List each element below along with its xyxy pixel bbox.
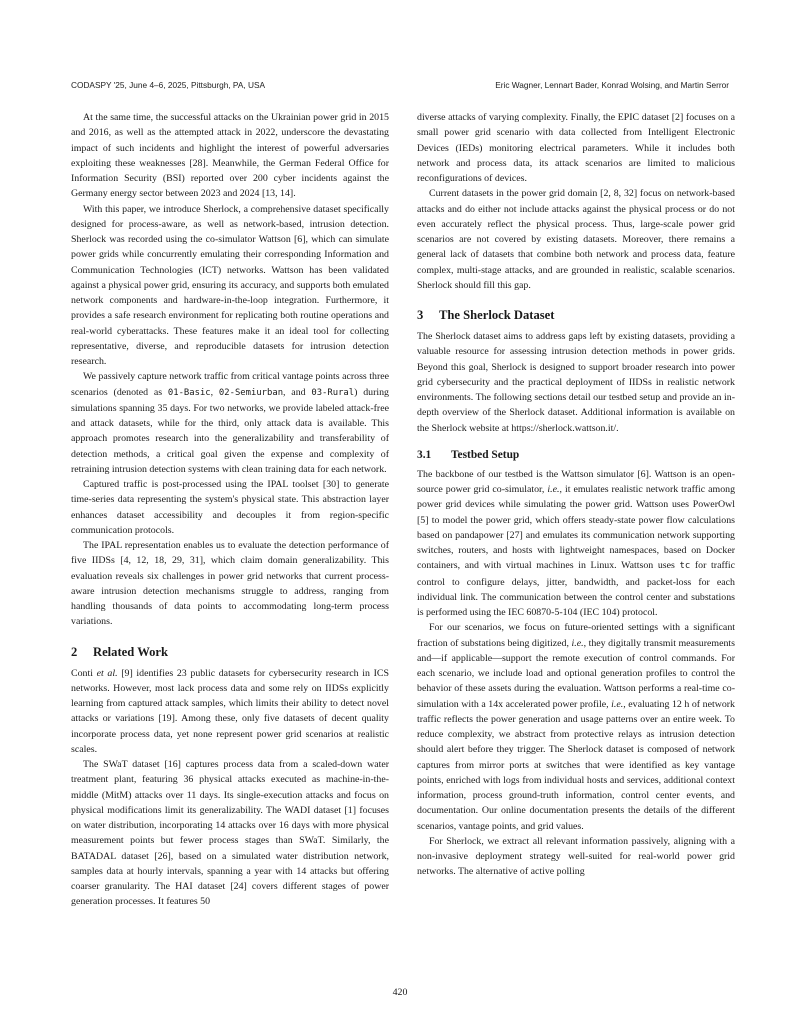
code-03-rural: 03-Rural (311, 387, 355, 398)
section-title: The Sherlock Dataset (439, 308, 555, 322)
related-work-paragraph-gap: Current datasets in the power grid domain [2, 8, 32] focus on network-based attacks and do either not include attacks against the physical process or do not even accurately reflect the physical process. Thus, large-scale power grid scenarios are not covered by existing datasets. Moreover, there remains a general lack of datasets that combine both network and process data, feature complex, multi-stage attacks, and are grounded in realistic, scalable scenarios. Sherlock should fill this gap. (417, 188, 735, 291)
page-number: 420 (392, 987, 408, 998)
intro-paragraph-ipal: Captured traffic is post-processed using the IPAL toolset [30] to generate time-series data representing the system's physical state. This abstraction layer enhances dataset accessibility and decouples it from region-specific communication protocols. (71, 479, 389, 536)
running-header-venue: CODASPY '25, June 4–6, 2025, Pittsburgh, PA, USA (71, 80, 266, 90)
intro-paragraph-evaluation: The IPAL representation enables us to evaluate the detection performance of five IIDSs [4, 12, 18, 29, 31], which claim domain generalizability. This evaluation reveals six challenges in power grid networks that current process-aware intrusion detection mechanisms struggle to address, ranging from handling thousands of data points to accommodating long-term process variations. (71, 540, 389, 628)
testbed-paragraph-scenarios: For our scenarios, we focus on future-oriented settings with a significant fraction of substations being digitized, i.e., they digitally transmit measurements and—if applicable—support the remote execution of control commands. For each scenario, we include load and optional generation profiles to control the behavior of these assets during the evaluation. Wattson performs a real-time co-simulation with a 14x accelerated power profile, i.e., evaluating 12 h of network traffic reflects the power generation and usage patterns over an entire week. To reduce complexity, we abstract from protective relays as intrusion detection should alert before they trigger. The Sherlock dataset is composed of network captures from mirror ports at switches that were identified as key vantage points, enriched with logs from individual hosts and services, additional context information, process ground-truth information, control center events, and documentation. Our online documentation presents the details of the different scenarios, vantage points, and grid values. (417, 622, 735, 832)
code-02-semiurban: 02-Semiurban (218, 387, 284, 398)
section-title: Related Work (93, 644, 168, 659)
subsection-heading-testbed-setup (417, 448, 735, 463)
right-column (417, 110, 735, 880)
subsection-number: 3.1 (417, 448, 432, 461)
left-column (71, 110, 389, 910)
related-work-paragraph-conti: Conti et al. [9] identifies 23 public datasets for cybersecurity research in ICS networks. However, most lack process data and some rely on IIDSs explicitly learning from captured attack samples, which limits their ability to detect novel attacks or variations [19]. Among these, only five datasets of decent quality incorporate process data, yet none represent power grid scenarios at realistic scales. (71, 667, 389, 755)
intro-paragraph-ukraine: At the same time, the successful attacks on the Ukrainian power grid in 2015 and 2016, as well as the attempted attack in 2022, underscore the devastating impact of such incidents and highlight the interest of powerful adversaries exploiting these weaknesses [28]. Meanwhile, the German Federal Office for Information Security (BSI) reported over 200 cyber incidents against the Germany energy sector between 2023 and 2024 [13, 14]. (71, 112, 389, 200)
code-01-basic: 01-Basic (167, 387, 211, 398)
section-heading-sherlock-dataset (417, 307, 735, 323)
intro-paragraph-sherlock: With this paper, we introduce Sherlock, a comprehensive dataset specifically designed for process-aware, as well as network-based, intrusion detection. Sherlock was recorded using the co-simulator Wattson [6], which can simulate power grids while concurrently emulating their corresponding Information and Communication Technologies (ICT) networks. Wattson has been validated against a physical power grid, ensuring its accuracy, and supports both emulated network components and hardware-in-the-loop integration. Furthermore, it provides a safe research environment for replicating both routine operations and real-world cyberattacks. These features make it an ideal tool for collecting representative, diverse, and reproducible datasets for intrusion detection research. (71, 203, 389, 367)
subsection-title: Testbed Setup (451, 448, 520, 461)
intro-paragraph-scenarios: We passively capture network traffic from critical vantage points across three scenarios (denoted as 01-Basic, 02-Semiurban, and 03-Rural) during simulations spanning 35 days. For two networks, we provide labeled attack-free and attack datasets, while for the third, only attack data is available. This approach promotes research into the generalizability and transferability of detection methods, a critical goal given the expense and complexity of retraining intrusion detection systems with clean training data for each network. (71, 371, 389, 475)
section-number: 2 (71, 644, 78, 659)
section-heading-related-work (71, 644, 389, 660)
testbed-paragraph-passive: For Sherlock, we extract all relevant information passively, aligning with a non-invasive deployment strategy well-suited for real-world power grid networks. The alternative of active polling (417, 835, 735, 878)
testbed-paragraph-wattson: The backbone of our testbed is the Wattson simulator [6]. Wattson is an open-source power grid co-simulator, i.e., it emulates realistic network traffic among power grid devices while simulating the power grid. Wattson uses PowerOwl [5] to model the power grid, which offers steady-state power flow calculations based on pandapower [27] and emulates its communication network supporting switches, routers, and hosts with lightweight namespaces, based on Docker containers, and with virtual machines in Linux. Wattson uses tc for traffic control to configure delays, jitter, bandwidth, and packet-loss for each individual link. The communication between the control center and substations is performed using the IEC 60870-5-104 (IEC 104) protocol. (417, 468, 736, 618)
dataset-paragraph-overview: The Sherlock dataset aims to address gaps left by existing datasets, providing a valuable resource for assessing intrusion detection methods in power grids. Beyond this goal, Sherlock is designed to support broader research into power grid cybersecurity and the practical deployment of IIDSs in realistic network environments. The following sections detail our testbed setup and provide an in-depth overview of the Sherlock dataset. Additional information is available on the Sherlock website at https://sherlock.wattson.it/. (417, 331, 735, 434)
running-header-authors: Eric Wagner, Lennart Bader, Konrad Wolsing, and Martin Serror (495, 80, 729, 90)
code-tc: tc (679, 561, 691, 572)
related-work-paragraph-swat: The SWaT dataset [16] captures process data from a scaled-down water treatment plant, featuring 36 physical attacks executed as machine-in-the-middle (MitM) attacks over 11 days. Its single-execution attacks and focus on physical modifications limit its generalizability. The WADI dataset [1] focuses on water distribution, incorporating 14 attacks over 16 days with more physical measurement points but fewer process stages than SWaT. Similarly, the BATADAL dataset [26], based on a simulated water distribution network, samples data at hourly intervals, spanning a year with 14 attacks but offering coarser granularity. The HAI dataset [24] covers different stages of power generation processes. It features 50 (71, 759, 389, 908)
section-number: 3 (417, 308, 424, 322)
related-work-paragraph-epic: diverse attacks of varying complexity. Finally, the EPIC dataset [2] focuses on a small power grid scenario with data collected from Intelligent Electronic Devices (IEDs) monitoring electrical parameters. While it includes both network and process data, its attack scenarios are limited to malicious reconfigurations of devices. (417, 112, 735, 184)
